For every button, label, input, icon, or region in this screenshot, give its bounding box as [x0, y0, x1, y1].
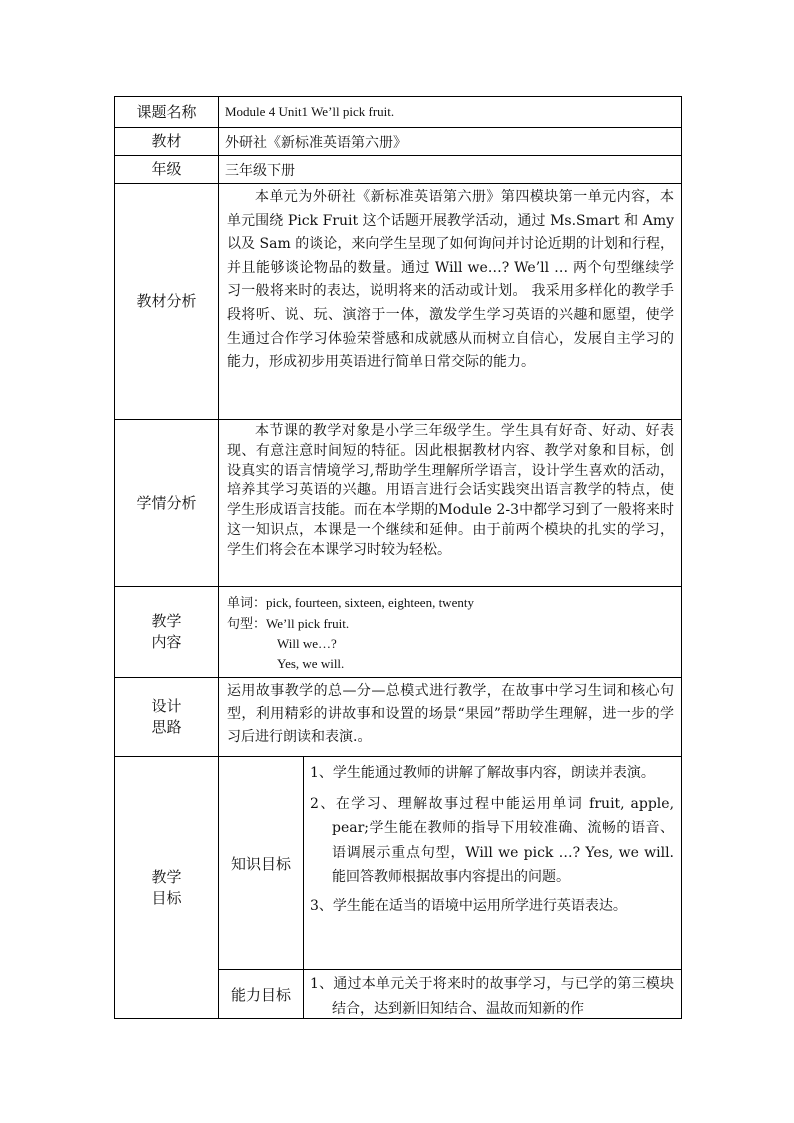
patterns-label: 句型： — [227, 616, 267, 632]
ability-objective-list — [304, 970, 682, 1019]
learner-analysis-label: 学情分析 — [115, 420, 219, 587]
design-paragraph: 运用故事教学的总—分—总模式进行教学，在故事中学习生词和核心句型，利用精彩的讲故事和设置的场景“果园”帮助学生理解，进一步的学习后进行朗读和表演.。 — [227, 683, 675, 746]
knowledge-objective-item: 1、学生能通过教师的讲解了解故事内容，朗读并表演。 — [310, 765, 655, 782]
objectives-label — [115, 757, 219, 1019]
ability-objective-label: 能力目标 — [219, 970, 304, 1019]
pattern-3: Yes, we will. — [277, 655, 345, 671]
pattern-1: We’ll pick fruit. — [266, 615, 350, 631]
grade-row — [115, 156, 682, 184]
words-label: 单词： — [227, 596, 267, 611]
words-line — [227, 593, 675, 614]
content-label — [115, 587, 219, 678]
content-label-line1: 教学 — [151, 612, 182, 631]
design-label-line1: 设计 — [151, 697, 182, 716]
pattern-2: Will we…? — [277, 636, 337, 652]
topic-value: Module 4 Unit1 We’ll pick fruit. — [219, 97, 682, 128]
material-analysis-row — [115, 184, 682, 420]
ability-objective-item: 1、通过本单元关于将来时的故事学习，与已学的第三模块结合，达到新旧知结合、温故而知新的作 — [310, 976, 675, 1017]
design-text — [219, 678, 682, 757]
textbook-value: 外研社《新标准英语第六册》 — [219, 128, 682, 156]
ability-objective-clip — [310, 972, 674, 1018]
learner-analysis-row — [115, 420, 682, 587]
design-label-line2: 思路 — [151, 718, 182, 737]
material-analysis-paragraph: 本单元为外研社《新标准英语第六册》第四模块第一单元内容，本单元围绕 Pick Fruit 这个话题开展教学活动，通过 Ms.Smart 和 Amy 以及 Sam 的谈论，来向学生呈现了如何询问并讨论近期的计划和行程，并且能够谈论物品的数量。通过 Will we…? We’ll … 两个句型继续学习一般将来时的表达，说明将来的活动或计划。 我采用多样化的教学手段将听、说、玩、演溶于一体，激发学生学习英语的兴趣和愿望，使学生通过合作学习体验荣誉感和成就感从而树立自信心，发展自主学习的能力，形成初步用英语进行简单日常交际的能力。 — [227, 189, 675, 371]
textbook-row — [115, 128, 682, 156]
grade-value: 三年级下册 — [219, 156, 682, 184]
learner-analysis-paragraph: 本节课的教学对象是小学三年级学生。学生具有好奇、好动、好表现、有意注意时间短的特征。因此根据教材内容、教学对象和目标，创设真实的语言情境学习,帮助学生理解所学语言，设计学生喜欢的活动，培养其学习英语的兴趣。用语言进行会话实践突出语言教学的特点，使学生形成语言技能。而在本学期的Module 2-3中都学习到了一般将来时这一知识点，本课是一个继续和延伸。由于前两个模块的扎实的学习，学生们将会在本课学习时较为轻松。 — [227, 423, 675, 558]
objectives-label-line1: 教学 — [151, 867, 182, 886]
material-analysis-label: 教材分析 — [115, 184, 219, 420]
design-label — [115, 678, 219, 757]
material-analysis-text — [219, 184, 682, 420]
content-row — [115, 587, 682, 678]
lesson-plan-table — [114, 96, 682, 1019]
grade-label: 年级 — [115, 156, 219, 184]
words-list: pick, fourteen, sixteen, eighteen, twenty — [266, 595, 474, 610]
content-label-line2: 内容 — [151, 633, 182, 652]
knowledge-objective-item: 2、在学习、理解故事过程中能运用单词 fruit, apple, pear;学生能在教师的指导下用较准确、流畅的语音、语调展示重点句型，Will we pick …? Yes, we will. 能回答教师根据故事内容提出的问题。 — [310, 795, 675, 886]
topic-label: 课题名称 — [115, 97, 219, 128]
knowledge-objective-row — [115, 757, 682, 970]
design-row — [115, 678, 682, 757]
objectives-label-line2: 目标 — [151, 888, 182, 907]
content-cell — [219, 587, 682, 678]
topic-row — [115, 97, 682, 128]
textbook-label: 教材 — [115, 128, 219, 156]
learner-analysis-text — [219, 420, 682, 587]
knowledge-objective-list — [304, 757, 682, 970]
knowledge-objective-item: 3、学生能在适当的语境中运用所学进行英语表达。 — [310, 897, 627, 914]
patterns-line — [227, 614, 675, 635]
knowledge-objective-label: 知识目标 — [219, 757, 304, 970]
